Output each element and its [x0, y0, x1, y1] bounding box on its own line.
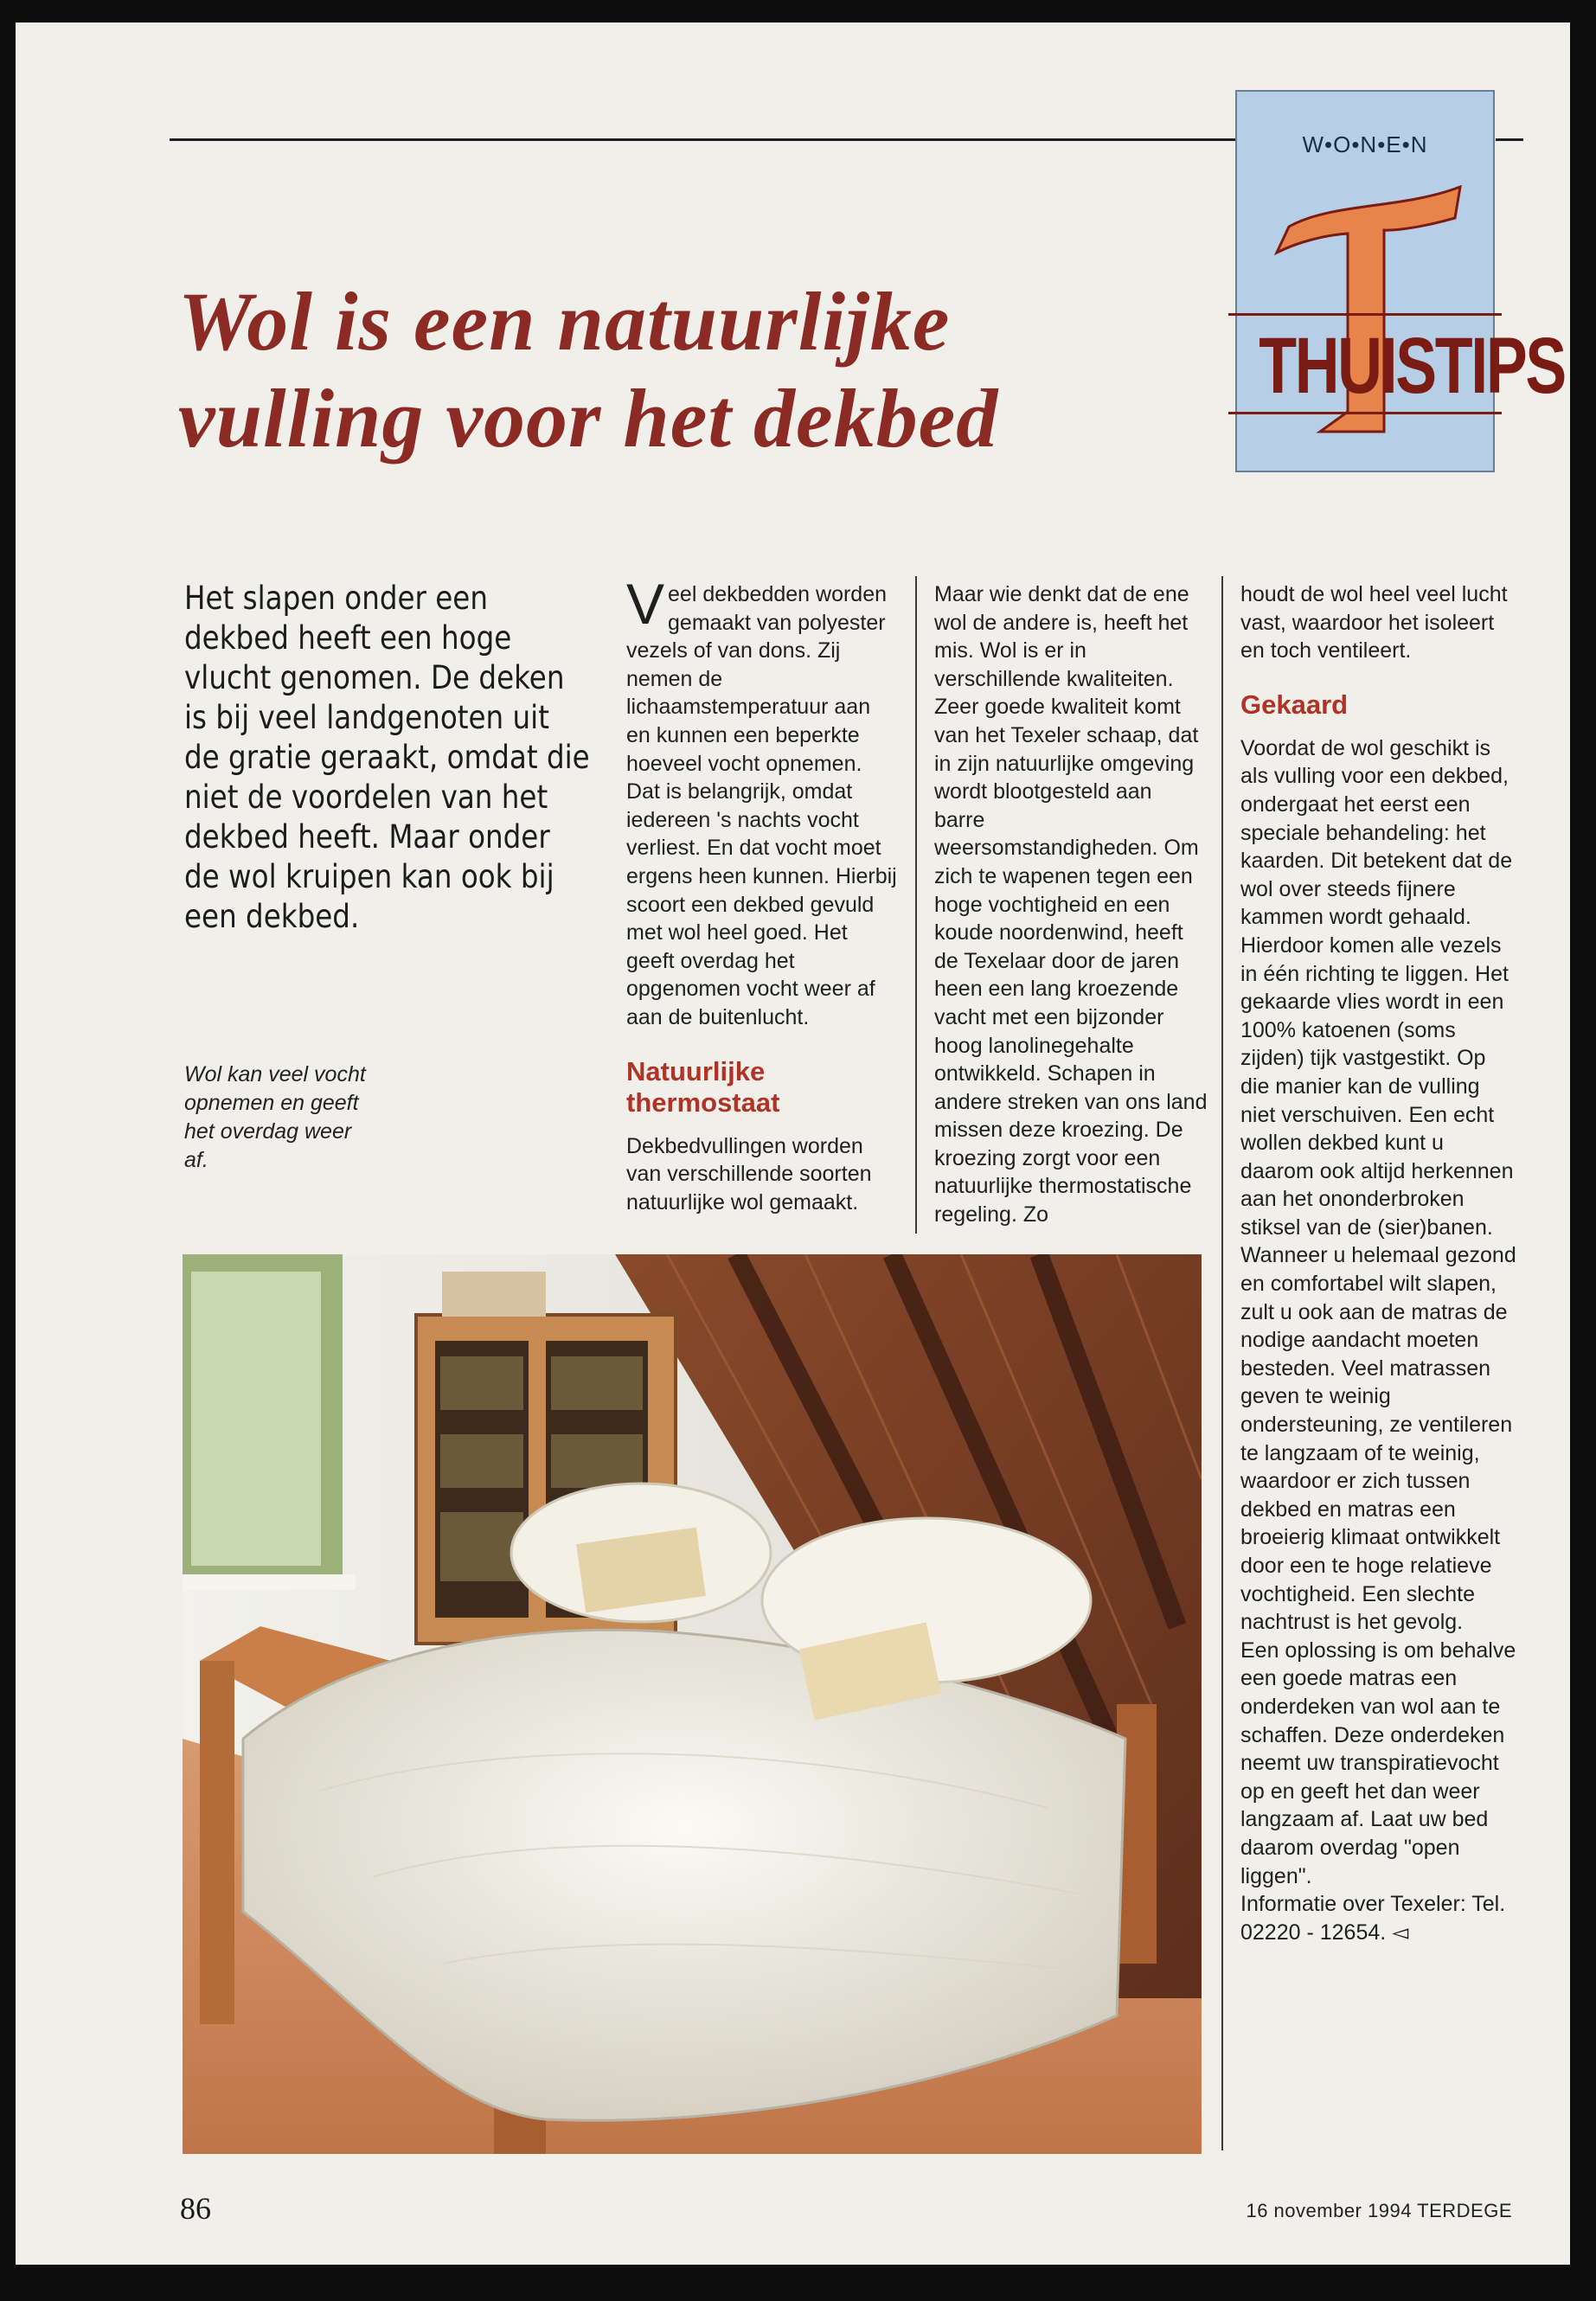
- column-divider: [1221, 576, 1223, 2150]
- paragraph: Maar wie denkt dat de ene wol de andere is, heeft het mis. Wol is er in verschillende kwaliteiten. Zeer goede kwaliteit komt van het Texeler schaap, dat in zijn natuurlijke omgeving wordt blootgesteld aan barre weersomstandigheden. Om zich te wapenen tegen een hoge vochtigheid en een koude noordenwind, heeft de Texelaar door de jaren heen een lang kroezende vacht met een bijzonder hoog lanolinegehalte ontwikkeld. Schapen in andere streken van ons land missen deze kroezing. De kroezing zorgt voor een natuurlijke thermostatische regeling. Zo: [934, 582, 1208, 1227]
- subhead-thermostaat: Natuurlijke thermostaat: [626, 1055, 780, 1118]
- paragraph: Voordat de wol geschikt is als vulling voor een dekbed, ondergaat het eerst een speciale behandeling: het kaarden. Dit betekent dat de wol over steeds fijnere kammen wordt gehaald. Hierdoor komen alle vezels in één richting te liggen. Het gekaarde vlies wordt in een 100% katoenen (soms zijden) tijk vastgestikt. Op die manier kan de vulling niet verschuiven. Een echt wollen dekbed kunt u daarom ook altijd herkennen aan het ononderbroken stiksel van de (sier)banen.: [1240, 735, 1514, 1240]
- top-rule: [170, 138, 1264, 141]
- thuistips-logo: [1235, 90, 1565, 472]
- paragraph: Dekbedvullingen worden van verschillende soorten natuurlijke wol gemaakt.: [626, 1133, 872, 1215]
- drop-cap: V: [626, 572, 665, 636]
- text-column-1: [626, 572, 900, 1216]
- page-number: 86: [180, 2191, 211, 2226]
- dateline: 16 november 1994 TERDEGE: [1246, 2200, 1512, 2221]
- text-column-2: [934, 580, 1208, 1229]
- subhead-gekaard: Gekaard: [1240, 689, 1349, 720]
- bedroom-photo: [183, 1254, 1202, 2154]
- top-rule-right: [1496, 138, 1523, 141]
- paragraph: Informatie over Texeler: Tel. 02220 - 12654. ◅: [1240, 1892, 1506, 1945]
- title-line-1: Wol is een natuurlijke: [178, 275, 951, 368]
- logo-line-bottom: [1228, 412, 1502, 414]
- paragraph: Een oplossing is om behalve een goede matras een onderdeken van wol aan te schaffen. Deze onderdeken neemt uw transpiratievocht op en geeft het dan weer langzaam af. Laat uw bed daarom overdag "open liggen".: [1240, 1638, 1516, 1888]
- paragraph-text: eel dekbedden worden gemaakt van polyester vezels of van dons. Zij nemen de lichaamstemperatuur aan en kunnen een beperkte hoeveel vocht opnemen. Dat is belangrijk, omdat iedereen 's nachts vocht verliest. En dat vocht moet ergens heen kunnen. Hierbij scoort een dekbed gevuld met wol heel goed. Het geeft overdag het opgenomen vocht weer af aan de buitenlucht.: [626, 582, 897, 1029]
- magazine-page: [16, 22, 1570, 2265]
- paragraph: [626, 572, 900, 1032]
- article-title: [178, 273, 1130, 467]
- brand-name: THUISTIPS: [1259, 322, 1565, 410]
- section-label: W•O•N•E•N: [1302, 131, 1428, 157]
- title-line-2: vulling voor het dekbed: [178, 372, 999, 465]
- text-column-3: [1240, 580, 1517, 1946]
- photo-caption: Wol kan veel vocht opnemen en geeft het overdag weer af.: [184, 1062, 366, 1172]
- paragraph: houdt de wol heel veel lucht vast, waardoor het isoleert en toch ventileert.: [1240, 582, 1508, 663]
- paragraph: Wanneer u helemaal gezond en comfortabel wilt slapen, zult u ook aan de matras de nodige aandacht moeten besteden. Veel matrassen geven te weinig ondersteuning, ze ventileren te langzaam of te weinig, waardoor er zich tussen dekbed en matras een broeierig klimaat ontwikkelt door een te hoge relatieve vochtigheid. Een slechte nachtrust is het gevolg.: [1240, 1243, 1516, 1635]
- column-divider: [915, 576, 917, 1234]
- logo-line-top: [1228, 313, 1502, 316]
- article-lead: Het slapen onder een dekbed heeft een hoge vlucht genomen. De deken is bij veel landgenoten uit de gratie geraakt, omdat die niet de voordelen van het dekbed heeft. Maar onder de wol kruipen kan ook bij een dekbed.: [184, 580, 590, 935]
